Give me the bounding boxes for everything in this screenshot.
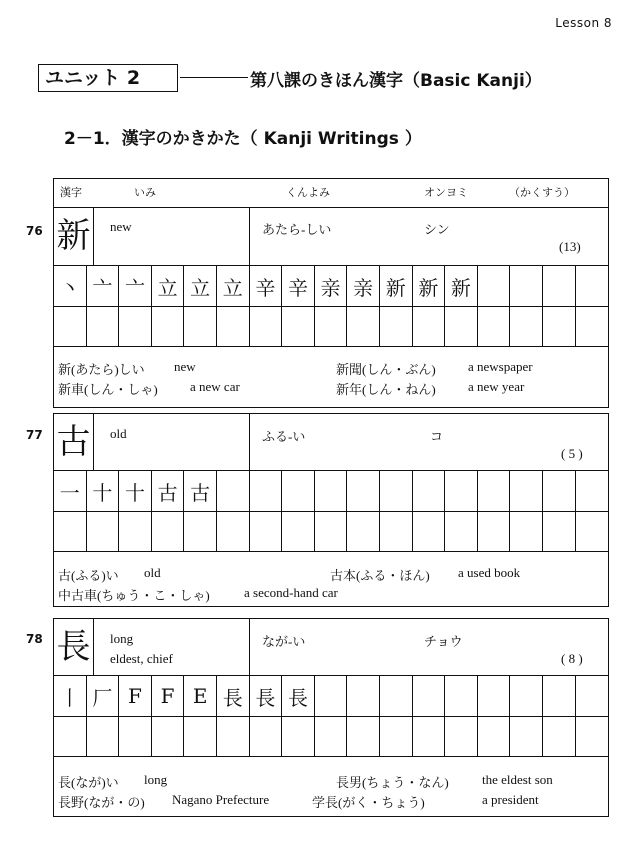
stroke-cell: 新 xyxy=(380,266,413,306)
stroke-cell: F xyxy=(119,676,152,716)
stroke-cell: 厂 xyxy=(87,676,120,716)
stroke-count: (13) xyxy=(559,239,581,254)
stroke-cell: F xyxy=(152,676,185,716)
vocab-en: a president xyxy=(482,792,539,807)
stroke-cell: 辛 xyxy=(282,266,315,306)
unit-label: ユニット 2 xyxy=(38,64,178,92)
vocab-en: a new car xyxy=(190,379,240,394)
practice-cell xyxy=(510,266,543,306)
stroke-cell: 長 xyxy=(217,676,250,716)
vocab-en: a newspaper xyxy=(468,359,533,374)
stroke-cell: 新 xyxy=(445,266,478,306)
stroke-cell: 新 xyxy=(413,266,446,306)
stroke-cell: 立 xyxy=(217,266,250,306)
unit-heading xyxy=(38,64,598,94)
stroke-cell: 丶 xyxy=(54,266,87,306)
vocab-en: old xyxy=(144,565,161,580)
kanji-character: 古 xyxy=(54,414,94,470)
practice-row xyxy=(54,306,608,347)
stroke-cell: 亠 xyxy=(87,266,120,306)
kanji-entry-76 xyxy=(53,178,609,408)
vocab-en: a second-hand car xyxy=(244,585,338,600)
kanji-entry-78 xyxy=(53,618,609,817)
on-reading: コ xyxy=(430,429,444,444)
kanji-character: 新 xyxy=(54,207,94,265)
vocab-jp: 新年(しん・ねん) xyxy=(336,382,436,397)
column-divider xyxy=(249,207,250,265)
entry-number: 78 xyxy=(26,632,43,646)
vocab-jp: 長男(ちょう・なん) xyxy=(336,775,449,790)
kanji-entry-77 xyxy=(53,413,609,607)
kun-reading: ふる-い xyxy=(262,429,306,444)
column-meaning: いみ xyxy=(134,186,156,199)
stroke-cell: 長 xyxy=(282,676,315,716)
stroke-cell: 亠 xyxy=(119,266,152,306)
column-kanji: 漢字 xyxy=(60,186,82,199)
vocab-en: a used book xyxy=(458,565,521,580)
entry-number: 76 xyxy=(26,224,43,238)
vocab-en: Nagano Prefecture xyxy=(172,792,270,807)
meaning: long xyxy=(110,631,134,646)
vocab-jp: 古本(ふる・ほん) xyxy=(330,568,430,583)
lesson-label: Lesson 8 xyxy=(555,16,612,30)
vocab-jp: 新車(しん・しゃ) xyxy=(58,382,158,397)
meaning-secondary: eldest, chief xyxy=(110,651,173,666)
stroke-cell: 亲 xyxy=(315,266,348,306)
stroke-cell: 一 xyxy=(54,471,87,511)
stroke-cell: 十 xyxy=(119,471,152,511)
practice-row xyxy=(54,511,608,552)
kanji-character: 長 xyxy=(54,619,94,675)
stroke-cell: 古 xyxy=(184,471,217,511)
stroke-count: ( 5 ) xyxy=(561,446,583,461)
on-reading: チョウ xyxy=(424,634,463,649)
section-title: 2－1．漢字のかきかた（ Kanji Writings ） xyxy=(64,129,422,149)
vocab-jp: 中古車(ちゅう・こ・しゃ) xyxy=(58,588,210,603)
column-kun: くんよみ xyxy=(286,186,330,199)
stroke-cell: 辛 xyxy=(250,266,283,306)
stroke-cell: 丨 xyxy=(54,676,87,716)
vocab-jp: 長(なが)い xyxy=(58,775,119,790)
kun-reading: なが-い xyxy=(262,634,306,649)
stroke-cell: 十 xyxy=(87,471,120,511)
stroke-order-row xyxy=(54,675,608,717)
practice-row xyxy=(54,716,608,757)
column-on: オンヨミ xyxy=(424,186,468,199)
vocab-jp: 古(ふる)い xyxy=(58,568,119,583)
vocab-jp: 新聞(しん・ぶん) xyxy=(336,362,436,377)
stroke-cell: 古 xyxy=(152,471,185,511)
stroke-order-row xyxy=(54,265,608,307)
column-header-row xyxy=(54,179,608,208)
on-reading: シン xyxy=(424,222,450,237)
column-strokes: （かくすう） xyxy=(509,186,575,199)
stroke-cell: 立 xyxy=(184,266,217,306)
stroke-cell: 亲 xyxy=(347,266,380,306)
unit-connector-line xyxy=(180,77,248,78)
kun-reading: あたら-しい xyxy=(262,222,332,237)
vocab-en: the eldest son xyxy=(482,772,553,787)
vocab-en: new xyxy=(174,359,196,374)
column-divider xyxy=(249,414,250,470)
stroke-cell: 長 xyxy=(250,676,283,716)
vocab-jp: 長野(なが・の) xyxy=(58,795,145,810)
practice-cell xyxy=(478,266,511,306)
meaning: old xyxy=(110,426,127,441)
stroke-cell: 立 xyxy=(152,266,185,306)
meaning: new xyxy=(110,219,132,234)
vocab-jp: 新(あたら)しい xyxy=(58,362,145,377)
column-divider xyxy=(249,619,250,675)
practice-cell xyxy=(576,266,609,306)
unit-title: 第八課のきほん漢字（Basic Kanji） xyxy=(250,71,542,91)
stroke-cell: E xyxy=(184,676,217,716)
entry-number: 77 xyxy=(26,428,43,442)
vocab-en: a new year xyxy=(468,379,525,394)
stroke-order-row xyxy=(54,470,608,512)
practice-cell xyxy=(543,266,576,306)
stroke-count: ( 8 ) xyxy=(561,651,583,666)
vocab-jp: 学長(がく・ちょう) xyxy=(312,795,425,810)
vocab-en: long xyxy=(144,772,168,787)
